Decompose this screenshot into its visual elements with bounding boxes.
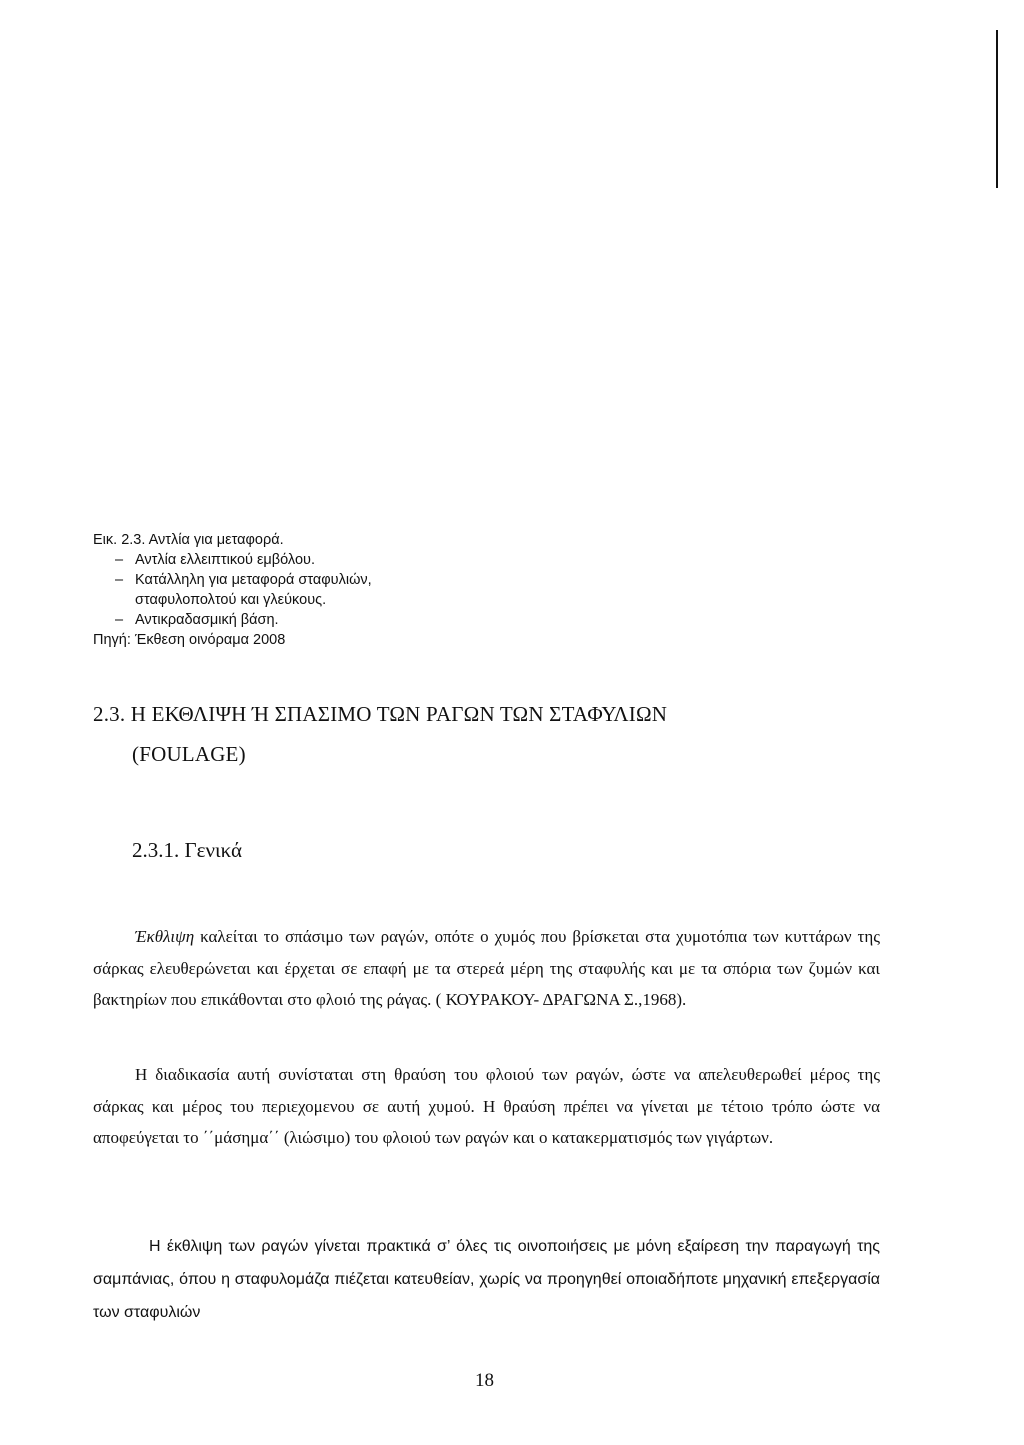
- paragraph-1-text: καλείται το σπάσιμο των ραγών, οπότε ο χυμός που βρίσκεται στα χυμοτόπια των κυττάρων της σάρκας ελευθερώνεται και έρχεται σε επαφή με τα στερεά μέρη της σταφυλής και με τα σπόρια των ζυμών και βακτηρίων που επικάθονται στο φλοιό της ράγας. ( ΚΟΥΡΑΚΟΥ- ΔΡΑΓΩΝΑ Σ.,1968).: [93, 927, 880, 1010]
- caption-item-text: Αντικραδασμική βάση.: [135, 612, 279, 628]
- paragraph-1: [93, 921, 880, 1016]
- paragraph-1-term: Έκθλιψη: [135, 927, 195, 946]
- caption-source-text: Έκθεση οινόραμα 2008: [135, 632, 286, 648]
- subsection-heading: 2.3.1. Γενικά: [132, 838, 243, 862]
- paragraph-3: Η έκθλιψη των ραγών γίνεται πρακτικά σ’ όλες τις οινοποιήσεις με μόνη εξαίρεση την παραγωγή της σαμπάνιας, όπου η σταφυλομάζα πιέζεται κατευθείαν, χωρίς να προηγηθεί οποιαδήποτε μηχανική επεξεργασία των σταφυλιών: [93, 1238, 880, 1321]
- caption-item-text: Κατάλληλη για μεταφορά σταφυλιών,: [135, 572, 372, 588]
- caption-item: – Κατάλληλη για μεταφορά σταφυλιών,: [115, 572, 372, 588]
- paragraph-2: Η διαδικασία αυτή συνίσταται στη θραύση του φλοιού των ραγών, ώστε να απελευθερωθεί μέρος της σάρκας και μέρος του περιεχομενου σε αυτή χυμού. Η θραύση πρέπει να γίνεται με τέτοιο τρόπο ώστε να αποφεύγεται το ΄΄μάσημα΄΄ (λιώσιμο) του φλοιού των ραγών και ο κατακερματισμός των γιγάρτων.: [93, 1065, 880, 1148]
- section-heading: [93, 694, 667, 774]
- scan-edge-line: [996, 30, 998, 188]
- caption-item: – Αντλία ελλειπτικού εμβόλου.: [115, 552, 315, 568]
- figure-caption: [93, 530, 372, 650]
- page-number: 18: [475, 1370, 494, 1391]
- caption-item: – Αντικραδασμική βάση.: [115, 612, 279, 628]
- caption-source: [93, 630, 372, 650]
- section-heading-line2: (FOULAGE): [132, 742, 246, 766]
- caption-title: Εικ. 2.3. Αντλία για μεταφορά.: [93, 532, 284, 548]
- caption-source-label: Πηγή:: [93, 632, 131, 648]
- caption-item-text: Αντλία ελλειπτικού εμβόλου.: [135, 552, 315, 568]
- section-heading-line1: 2.3. Η ΕΚΘΛΙΨΗ Ή ΣΠΑΣΙΜΟ ΤΩΝ ΡΑΓΩΝ ΤΩΝ ΣΤΑΦΥΛΙΩΝ: [93, 702, 668, 726]
- caption-item-continuation: σταφυλοπολτού και γλεύκους.: [135, 592, 327, 608]
